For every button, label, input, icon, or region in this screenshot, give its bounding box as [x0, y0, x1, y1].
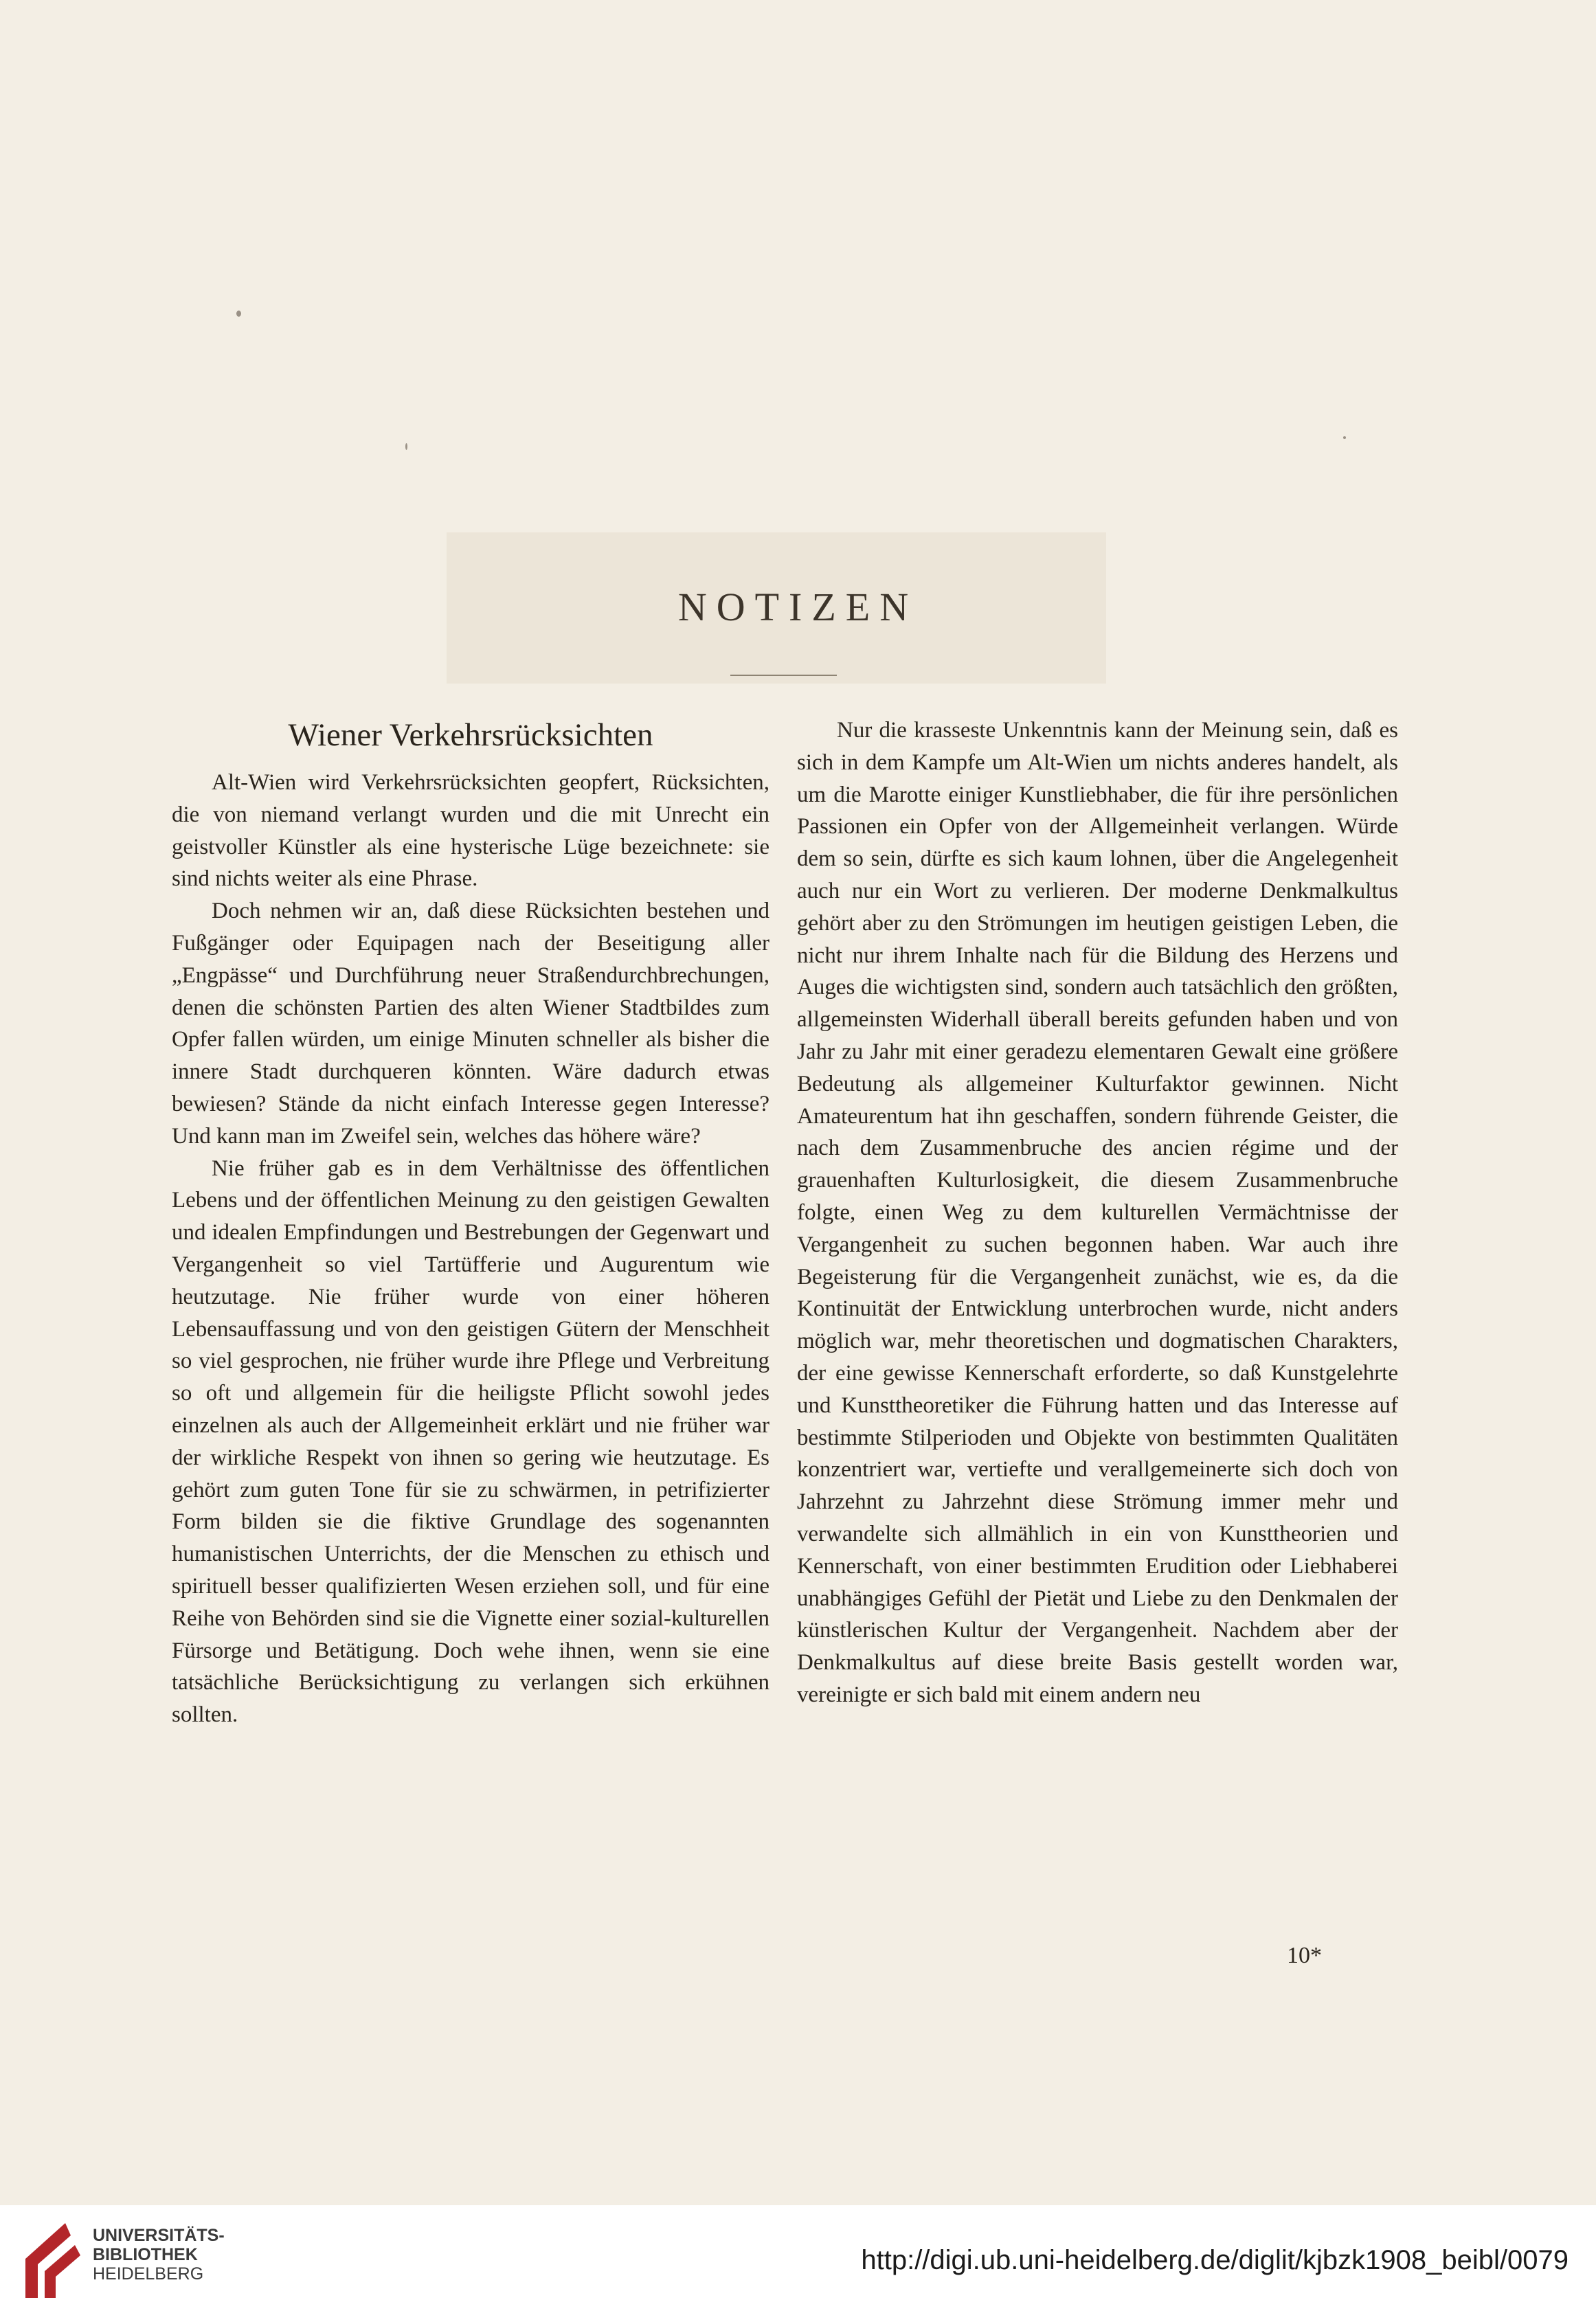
article-title: Wiener Verkehrsrücksichten — [288, 717, 653, 753]
paragraph: Nur die krasseste Unkenntnis kann der Meinung sein, daß es sich in dem Kampfe um Alt-Wien um nichts anderes handelt, als um die Marotte einiger Kunstliebhaber, die für ihre persönlichen Passionen ein Opfer von der Allgemeinheit verlangen. Würde dem so sein, dürfte es sich kaum lohnen, über die Angelegenheit auch nur ein Wort zu verlieren. Der moderne Denkmalkultus gehört aber zu den Strömungen im heutigen geistigen Leben, die nicht nur ihrem Inhalte nach für die Bildung des Herzens und Auges die wichtigsten sind, sondern auch tatsächlich den größten, allgemeinsten Widerhall überall bereits gefunden haben und von Jahr zu Jahr mit einer geradezu elementaren Gewalt eine größere Bedeutung als allgemeiner Kulturfaktor gewinnen. Nicht Amateurentum hat ihn geschaffen, sondern führende Geister, die nach dem Zusammenbruche des ancien régime und der grauenhaften Kulturlosigkeit, die diesem Zusammenbruche folgte, einen Weg zu dem kulturellen Vermächtnisse der Vergangenheit zu suchen begonnen haben. War auch ihre Begeisterung für die Vergangenheit zunächst, wie es, da die Kontinuität der Entwicklung unterbrochen wurde, nicht anders möglich war, mehr theoretischen und dogmatischen Charakters, der eine gewisse Kennerschaft erforderte, so daß Kunstgelehrte und Kunsttheoretiker die Führung hatten und das Interesse auf bestimmte Stilperioden und Objekte von bestimmten Qualitäten konzentriert war, vertiefte und verallgemeinerte sich doch von Jahrzehnt zu Jahrzehnt diese Strömung immer mehr und verwandelte sich allmählich in ein von Kunsttheorien und Kennerschaft, von einer bestimmten Erudition oder Liebhaberei unabhängiges Gefühl der Pietät und Liebe zu den Denkmalen der künstlerischen Kultur der Vergangenheit. Nachdem aber der Denkmalkultus auf diese breite Basis gestellt worden war, vereinigte er sich bald mit einem andern neu — [797, 718, 1398, 1707]
library-name-line: UNIVERSITÄTS- — [93, 2226, 225, 2245]
paragraph: Nie früher gab es in dem Verhältnisse des öffentlichen Lebens und der öffentlichen Meinung zu den geistigen Gewalten und idealen Empfindungen und Bestrebungen der Gegenwart und Vergangenheit so viel Tartüfferie und Augurentum wie heutzutage. Nie früher wurde von einer höheren Lebensauffassung und von den geistigen Gütern der Menschheit so viel gesprochen, nie früher wurde ihre Pflege und Verbreitung so oft und allgemein für die heiligste Pflicht sowohl jedes einzelnen als auch der Allgemeinheit erklärt und nie früher war der wirkliche Respekt von ihnen so gering wie heutzutage. Es gehört zum guten Tone für sie zu schwärmen, in petrifizierter Form bilden sie die fiktive Grundlage des sogenannten humanistischen Unterrichts, der die Menschen zu ethisch und spirituell besser qualifizierten Wesen erziehen soll, und für eine Reihe von Behörden sind sie die Vignette einer sozial-kulturellen Fürsorge und Betätigung. Doch wehe ihnen, wenn sie eine tatsächliche Berücksichtigung zu verlangen sich erkühnen sollten. — [172, 1156, 769, 1728]
paper-speck — [405, 443, 407, 450]
paper-speck — [236, 311, 241, 317]
library-logo-icon — [17, 2218, 86, 2303]
paragraph: Doch nehmen wir an, daß diese Rücksichten bestehen und Fußgänger oder Equipagen nach der Beseitigung aller „Engpässe“ und Durchführung neuer Straßendurchbrechungen, denen die schönsten Partien des alten Wiener Stadtbildes zum Opfer fallen würden, um einige Minuten schneller als bisher die innere Stadt durchqueren könnten. Wäre dadurch etwas bewiesen? Stände da nicht einfach Interesse gegen Interesse? Und kann man im Zweifel sein, welches das höhere wäre? — [172, 899, 769, 1149]
left-column — [172, 714, 769, 1731]
paragraph: Alt-Wien wird Verkehrsrücksichten geopfert, Rücksichten, die von niemand verlangt wurden und die mit Unrecht ein geistvoller Künstler als eine hysterische Lüge bezeichnete: sie sind nichts weiter als eine Phrase. — [172, 770, 769, 892]
paper-speck — [1343, 436, 1346, 439]
right-column — [797, 714, 1398, 1711]
library-name-line: HEIDELBERG — [93, 2264, 204, 2284]
page-number: 10* — [1287, 1943, 1322, 1968]
section-title: NOTIZEN — [677, 585, 919, 629]
title-divider — [730, 675, 837, 676]
source-url-link[interactable]: http://digi.ub.uni-heidelberg.de/diglit/kjbzk1908_beibl/0079 — [861, 2245, 1569, 2275]
library-name — [93, 2226, 225, 2284]
footer — [0, 2205, 1596, 2322]
library-name-line: BIBLIOTHEK — [93, 2245, 198, 2264]
